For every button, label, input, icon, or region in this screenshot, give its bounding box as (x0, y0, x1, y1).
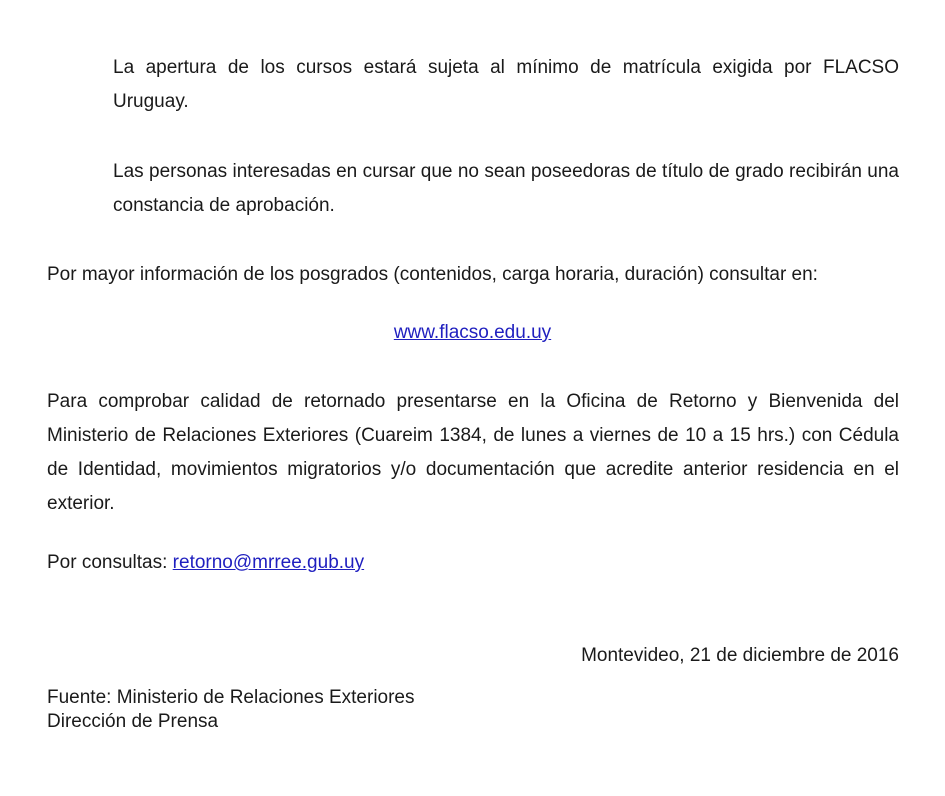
consultas-line (47, 546, 899, 580)
website-line (0, 316, 945, 350)
source-line-2: Dirección de Prensa (47, 711, 219, 732)
paragraph-apertura: La apertura de los cursos estará sujeta al mínimo de matrícula exigida por FLACSO Uruguay. (113, 57, 899, 112)
source-line-1: Fuente: Ministerio de Relaciones Exteriores (47, 687, 415, 708)
source-block (47, 686, 899, 734)
date-line: Montevideo, 21 de diciembre de 2016 (581, 645, 899, 666)
consultas-label: Por consultas: (47, 552, 173, 573)
website-link[interactable]: www.flacso.edu.uy (393, 322, 552, 343)
paragraph-informacion: Por mayor información de los posgrados (contenidos, carga horaria, duración) consultar en: (47, 264, 818, 285)
paragraph-retorno: Para comprobar calidad de retornado presentarse en la Oficina de Retorno y Bienvenida del Ministerio de Relaciones Exteriores (Cuareim 1384, de lunes a viernes de 10 a 15 hrs.) con Cédula de Identidad, movimientos migratorios y/o documentación que acredite anterior residencia en el exterior. (47, 391, 899, 514)
paragraph-constancia: Las personas interesadas en cursar que no sean poseedoras de título de grado recibirán una constancia de aprobación. (113, 161, 899, 216)
email-link[interactable]: retorno@mrree.gub.uy (172, 552, 365, 573)
